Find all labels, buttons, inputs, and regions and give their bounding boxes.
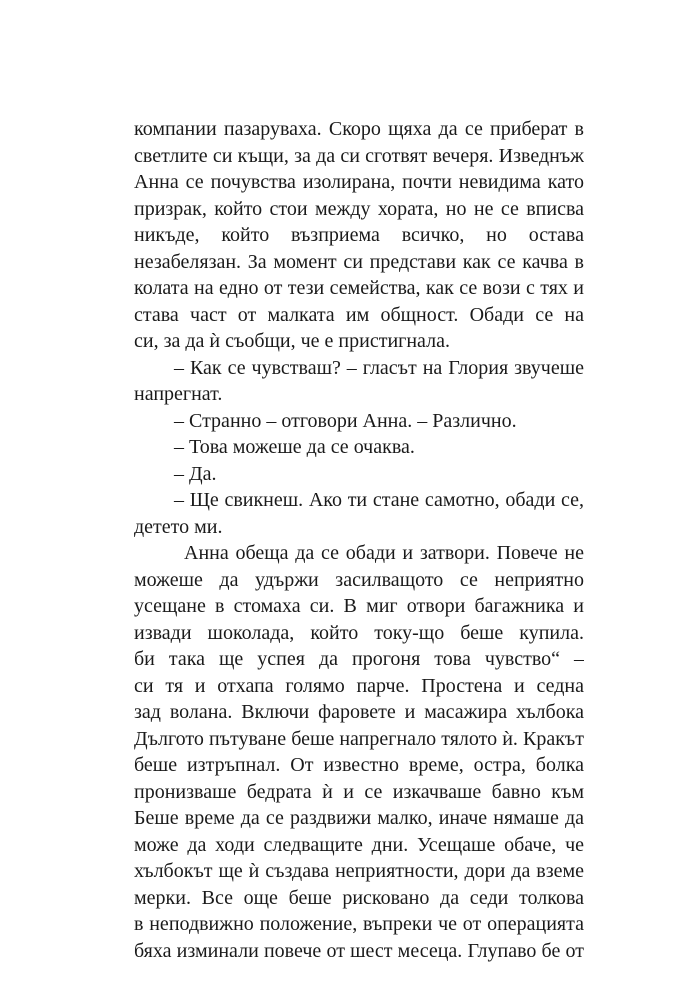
text-line: Анна се почувства изолирана, почти невидима като [134, 171, 584, 193]
text-line: извади шоколада, който току-що беше купила. [134, 621, 584, 644]
text-line: хълбокът ще ѝ създава неприятности, дори да вземе [134, 860, 584, 882]
body-text [134, 116, 584, 964]
text-line: – Странно – отговори Анна. – Различно. [174, 409, 517, 432]
text-line: зад волана. Включи фаровете и масажира хълбока [134, 701, 584, 723]
text-line: би така ще успея да прогоня това чувство“ – [134, 648, 584, 670]
text-line: си, за да ѝ съобщи, че е пристигнала. [134, 330, 450, 352]
text-line: напрегнат. [134, 383, 223, 405]
text-line: Дългото пътуване беше напрегнало тялото ѝ. Кракът [134, 727, 584, 750]
text-line: – Как се чувстваш? – гласът на Глория звучеше [174, 356, 584, 379]
text-line: си тя и отхапа голямо парче. Простена и седна [134, 674, 584, 697]
text-line: става част от малката им общност. Обади се на [134, 303, 584, 326]
text-line: никъде, който възприема всичко, но остава [134, 224, 584, 246]
text-line: светлите си къщи, за да си сготвят вечеря. Изведнъж [134, 144, 584, 167]
text-line: незабелязан. За момент си представи как се качва в [134, 250, 584, 273]
text-line: колата на едно от тези семейства, как се вози с тях и [134, 277, 584, 299]
text-line: – Ще свикнеш. Ако ти стане самотно, обади се, [174, 489, 584, 511]
text-line: мерки. Все още беше рисковано да седи толкова [134, 886, 584, 909]
text-line: Беше време да се раздвижи малко, иначе нямаше да [134, 807, 584, 829]
text-line: можеше да удържи засилващото се неприятно [134, 568, 584, 591]
text-line: – Да. [174, 462, 217, 485]
text-line: в неподвижно положение, въпреки че от операцията [134, 913, 584, 935]
text-line: беше изтръпнал. От известно време, остра, болка [134, 754, 584, 776]
text-line: може да ходи следващите дни. Усещаше обаче, че [134, 833, 584, 856]
text-line: пронизваше бедрата ѝ и се изкачваше бавно към [134, 780, 584, 803]
text-line: бяха изминали повече от шест месеца. Глупаво бе от [134, 939, 584, 962]
text-line: усещане в стомаха си. В миг отвори багажника и [134, 595, 584, 617]
text-line: компании пазаруваха. Скоро щяха да се приберат в [134, 118, 584, 140]
text-line: – Това можеше да се очаква. [174, 436, 415, 458]
text-line: Анна обеща да се обади и затвори. Повече не [184, 542, 584, 564]
text-line: призрак, който стои между хората, но не се вписва [134, 197, 584, 220]
text-line: детето ми. [134, 515, 223, 538]
